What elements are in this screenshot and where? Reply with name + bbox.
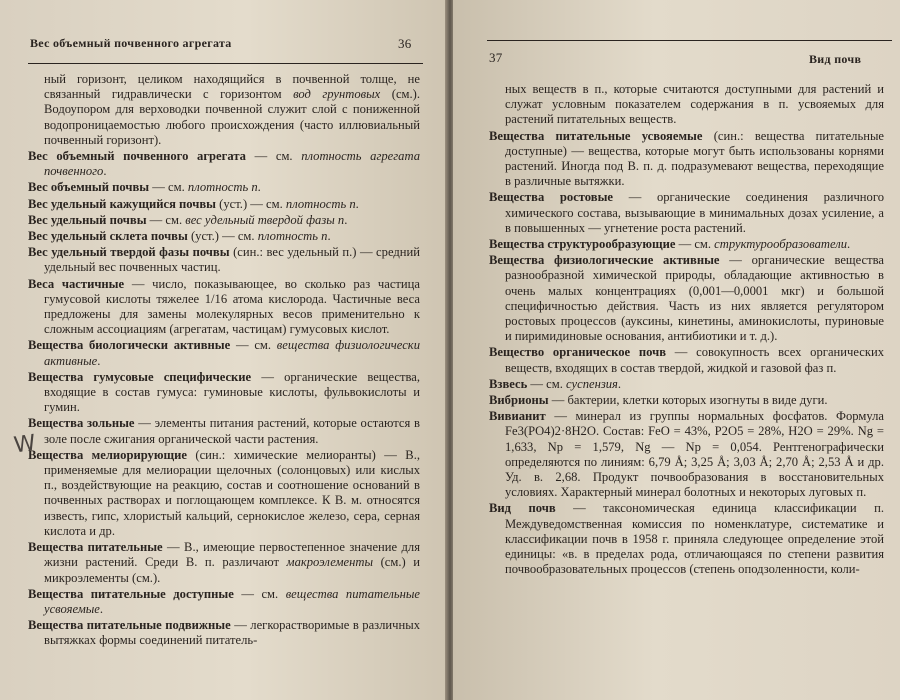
entry-term: Веса частичные xyxy=(28,276,125,291)
dictionary-entry xyxy=(28,540,420,586)
left-page-number: 36 xyxy=(398,36,412,51)
dictionary-entry xyxy=(28,416,420,446)
entry-term: Вес объемный почвенного агрегата xyxy=(28,149,246,164)
entry-text: — см. xyxy=(146,212,186,227)
entry-text: (син.: вес удельный п.) — средний удельный вес почвенных частиц. xyxy=(44,245,420,275)
entry-tail: . xyxy=(355,196,359,211)
entry-text: — легкорастворимые в различных вытяжках формы соединений питатель- xyxy=(44,618,420,648)
entry-text: — см. xyxy=(233,586,286,601)
entry-tail: . xyxy=(847,237,851,252)
entry-term: Вещества биологически активные xyxy=(28,338,231,353)
entry-term: Вещества питательные доступные xyxy=(28,586,234,601)
dictionary-entry xyxy=(28,448,420,539)
dictionary-entry xyxy=(489,409,884,500)
dictionary-entry xyxy=(28,245,420,275)
entry-text: — минерал из группы нормальных фосфатов. Формула Fe3(PO4)2·8H2O. Состав: FeO = 43%, P2O5 = 28%, H2O = 29%. Ng = 1,633, Np = 1,579, Ng — Np = 0,054. Рентгенографически определяются по линиям: 6,79 Å; 3,25 Å; 3,03 Å; 2,70 Å; 2,53 Å и др. Уд. в. 2,68. Продукт почвообразования в восстановительных условиях. Характерный минерал болотных и некоторых луговых п. xyxy=(505,409,884,500)
entry-term: Вещества питательные подвижные xyxy=(28,618,231,633)
entry-reference: суспензия xyxy=(566,376,618,391)
entry-term: Вибрионы xyxy=(489,393,549,408)
entry-tail: . xyxy=(327,229,331,244)
dictionary-entry xyxy=(489,377,884,392)
right-page-body xyxy=(489,82,884,579)
right-running-header: Вид почв xyxy=(809,52,862,66)
dictionary-entry xyxy=(28,229,420,244)
entry-text: — В., имеющие первостепенное значение для жизни растений. Среди В. п. различают xyxy=(44,540,421,570)
entry-reference: вод грунтовых xyxy=(293,87,381,102)
entry-text: — число, показывающее, во сколько раз частица гумусовой кислоты тяжелее 1/16 атома кислорода. Частичные веса предложены для замены молекулярных весов применительно к сложным ассоциациям (агрегатам, частицам) гумусовых кислот. xyxy=(44,276,420,337)
entry-text: — см. xyxy=(527,376,567,391)
entry-tail: . xyxy=(103,164,107,179)
entry-reference: плотность п xyxy=(285,196,356,211)
entry-reference: плотность п xyxy=(257,229,328,244)
left-page xyxy=(0,0,447,700)
entry-text: — см. xyxy=(675,237,715,252)
entry-text: — см. xyxy=(245,149,302,164)
entry-tail: . xyxy=(97,353,101,368)
left-running-header: Вес объемный почвенного агрегата xyxy=(30,36,232,50)
entry-term: Вид почв xyxy=(489,501,556,516)
dictionary-entry xyxy=(28,149,420,179)
entry-term: Вещества мелиорирующие xyxy=(28,447,187,462)
left-page-body xyxy=(28,72,420,650)
entry-reference: вещества физиологически активные xyxy=(44,338,420,368)
entry-term: Вещества зольные xyxy=(28,416,135,431)
dictionary-entry xyxy=(28,213,420,228)
entry-tail: . xyxy=(257,180,261,195)
dictionary-entry xyxy=(28,277,420,338)
dictionary-entry xyxy=(489,129,884,190)
entry-text: (уст.) — см. xyxy=(216,196,286,211)
entry-text: — элементы питания растений, которые остаются в золе после сжигания органической части растения. xyxy=(44,416,420,446)
entry-text: — органические вещества, входящие в состав гумуса: гуминовые кислоты, фульвокислоты и гумин. xyxy=(44,369,421,415)
entry-term: Взвесь xyxy=(489,376,528,391)
dictionary-entry xyxy=(28,72,420,148)
entry-term: Вещества питательные xyxy=(28,540,163,555)
dictionary-entry xyxy=(28,587,420,617)
entry-text: (уст.) — см. xyxy=(187,229,258,244)
entry-term: Вещества питательные усвояемые xyxy=(489,128,703,143)
dictionary-entry xyxy=(489,345,884,375)
entry-text: ных веществ в п., которые считаются доступными для растений и служат условным показателем содержания в п. усвояемых для растений питательных веществ. xyxy=(505,82,884,127)
right-page xyxy=(453,0,900,700)
entry-term: Вес удельный почвы xyxy=(28,212,147,227)
dictionary-entry xyxy=(489,237,884,252)
right-page-number: 37 xyxy=(489,50,503,65)
entry-term: Вес удельный склета почвы xyxy=(28,229,188,244)
entry-text: — бактерии, клетки которых изогнуты в виде дуги. xyxy=(548,393,828,408)
left-header-rule xyxy=(28,63,423,64)
entry-reference: структурообразователи xyxy=(714,237,848,252)
entry-text: ный горизонт, целиком находящийся в почвенной толще, не связанный гидравлически с горизонтом xyxy=(44,72,420,102)
dictionary-entry xyxy=(489,82,884,128)
entry-text: — таксономическая единица классификации п. Междуведомственная комиссия по номенклатуре, систематике и классификации почв в 1958 г. приняла следующее определение этой единицы: «в. в пределах рода, отличающаяся по степени развития почвообразовательных процессов (степень оподзоленности, коли- xyxy=(505,501,885,577)
entry-text: — совокупность всех органических веществ, входящих в состав твердой, жидкой и газовой фаз п. xyxy=(505,345,884,375)
entry-text: — см. xyxy=(149,180,188,195)
dictionary-entry xyxy=(489,253,884,344)
right-header-rule xyxy=(487,40,892,41)
entry-text: — органические вещества разнообразной химической природы, обладающие активностью в очень малых концентрациях (0,001—0,0001 мкг) и большой специфичностью действия. Часть из них является регулятором ростовых процессов (ауксины, кинетины, аминокислоты, пуриновые и пиримидиновые основания, антибиотики и т. д.). xyxy=(505,253,884,344)
entry-term: Вещество органическое почв xyxy=(489,345,667,360)
entry-reference: плотность п xyxy=(187,180,258,195)
dictionary-entry xyxy=(28,370,420,416)
dictionary-entry xyxy=(28,197,420,212)
entry-tail: . xyxy=(344,212,348,227)
entry-tail: (см.) и микроэлементы (см.). xyxy=(44,555,420,585)
entry-term: Вещества ростовые xyxy=(489,190,614,205)
entry-reference: макроэлементы xyxy=(286,555,374,570)
entry-term: Вещества гумусовые специфические xyxy=(28,369,252,384)
entry-text: — см. xyxy=(230,338,277,353)
dictionary-entry xyxy=(489,501,884,577)
entry-term: Вещества физиологические активные xyxy=(489,253,720,268)
dictionary-entry xyxy=(28,618,420,648)
entry-text: — органические соединения различного химического состава, вызывающие в минимальных дозах усиление, а в повышенных — угнетение роста растений. xyxy=(505,190,884,235)
entry-term: Вещества структурообразующие xyxy=(489,237,676,252)
entry-text: (син.: вещества питательные доступные) — вещества, которые могут быть использованы корнями растений. Иногда под В. п. д. подразумевают вещества, переходящие в различные вытяжки. xyxy=(505,128,884,189)
entry-reference: вещества питательные усвояемые xyxy=(44,586,420,616)
entry-tail: (см.). Водоупором для верховодки почвенной служит слой с пониженной водопроницаемостью любого происхождения (часто иллювиальный почвенный горизонт). xyxy=(44,87,420,147)
entry-tail: . xyxy=(617,376,622,391)
dictionary-entry xyxy=(28,338,420,368)
entry-term: Вес удельный твердой фазы почвы xyxy=(28,245,230,260)
dictionary-entry xyxy=(489,393,884,408)
entry-term: Вес объемный почвы xyxy=(28,180,150,195)
entry-text: (син.: химические мелиоранты) — В., применяемые для мелиорации щелочных (солонцовых) или кислых п., воздействующие на реакцию, состав и соотношение оснований в почвенных растворах и поглощающем комплексе. К В. м. относятся известь, гипс, хлористый кальций, сернокислое железо, сера, серная кислота и др. xyxy=(44,447,420,538)
entry-term: Вес удельный кажущийся почвы xyxy=(28,196,217,211)
entry-reference: вес удельный твердой фазы п xyxy=(185,212,345,227)
margin-handwritten-mark: W xyxy=(12,430,38,459)
entry-term: Вивианит xyxy=(489,409,546,424)
entry-reference: плотность агрегата почвенного xyxy=(44,149,420,179)
dictionary-entry xyxy=(489,190,884,236)
entry-tail: . xyxy=(99,601,104,616)
dictionary-entry xyxy=(28,180,420,195)
